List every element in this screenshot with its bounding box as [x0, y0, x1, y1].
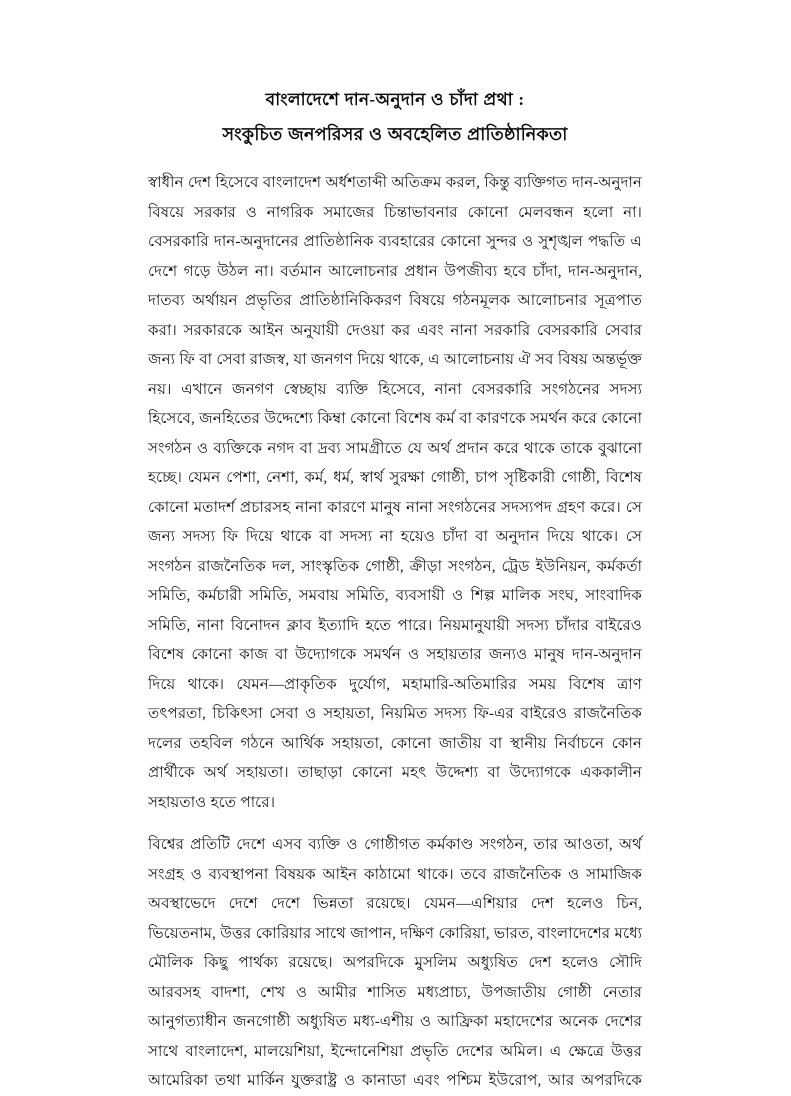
- title-line-1: বাংলাদেশে দান-অনুদান ও চাঁদা প্রথা :: [265, 90, 525, 109]
- document-content-column: [148, 82, 642, 1096]
- body-paragraph-1: স্বাধীন দেশ হিসেবে বাংলাদেশ অর্ধশতাব্দী অতিক্রম করল, কিন্তু ব্যক্তিগত দান-অনুদান বিষয়ে সরকার ও নাগরিক সমাজের চিন্তাভাবনার কোনো মেলবন্ধন হলো না। বেসরকারি দান-অনুদানের প্রাতিষ্ঠানিক ব্যবহারের কোনো সুন্দর ও সুশৃঙ্খল পদ্ধতি এ দেশে গড়ে উঠল না। বর্তমান আলোচনার প্রধান উপজীব্য হবে চাঁদা, দান-অনুদান, দাতব্য অর্থায়ন প্রভৃতির প্রাতিষ্ঠানিকিকরণ বিষয়ে গঠনমূলক আলোচনার সূত্রপাত করা। সরকারকে আইন অনুযায়ী দেওয়া কর এবং নানা সরকারি বেসরকারি সেবার জন্য ফি বা সেবা রাজস্ব, যা জনগণ দিয়ে থাকে, এ আলোচনায় ঐ সব বিষয় অন্তর্ভূক্ত নয়। এখানে জনগণ স্বেচ্ছায় ব্যক্তি হিসেবে, নানা বেসরকারি সংগঠনের সদস্য হিসেবে, জনহিতের উদ্দেশ্যে কিম্বা কোনো বিশেষ কর্ম বা কারণকে সমর্থন করে কোনো সংগঠন ও ব্যক্তিকে নগদ বা দ্রব্য সামগ্রীতে যে অর্থ প্রদান করে থাকে তাকে বুঝানো হচ্ছে। যেমন পেশা, নেশা, কর্ম, ধর্ম, স্বার্থ সুরক্ষা গোষ্ঠী, চাপ সৃষ্টিকারী গোষ্ঠী, বিশেষ কোনো মতাদর্শ প্রচারসহ নানা কারণে মানুষ নানা সংগঠনের সদস্যপদ গ্রহণ করে। সে জন্য সদস্য ফি দিয়ে থাকে বা সদস্য না হয়েও চাঁদা বা অনুদান দিয়ে থাকে। সে সংগঠন রাজনৈতিক দল, সাংস্কৃতিক গোষ্ঠী, ক্রীড়া সংগঠন, ট্রেড ইউনিয়ন, কর্মকর্তা সমিতি, কর্মচারী সমিতি, সমবায় সমিতি, ব্যবসায়ী ও শিল্প মালিক সংঘ, সাংবাদিক সমিতি, নানা বিনোদন ক্লাব ইত্যাদি হতে পারে। নিয়মানুযায়ী সদস্য চাঁদার বাইরেও বিশেষ কোনো কাজ বা উদ্যোগকে সমর্থন ও সহায়তার জন্যও মানুষ দান-অনুদান দিয়ে থাকে। যেমন—প্রাকৃতিক দুর্যোগ, মহামারি-অতিমারির সময় বিশেষ ত্রাণ তৎপরতা, চিকিৎসা সেবা ও সহায়তা, নিয়মিত সদস্য ফি-এর বাইরেও রাজনৈতিক দলের তহবিল গঠনে আর্থিক সহায়তা, কোনো জাতীয় বা স্থানীয় নির্বাচনে কোন প্রার্থীকে অর্থ সহায়তা। তাছাড়া কোনো মহৎ উদ্দেশ্য বা উদ্যোগকে এককালীন সহায়তাও হতে পারে।: [148, 174, 642, 811]
- page-title: [148, 82, 642, 152]
- title-line-2: সংকুচিত জনপরিসর ও অবহেলিত প্রাতিষ্ঠানিকতা: [222, 124, 568, 144]
- body-paragraph-2: বিশ্বের প্রতিটি দেশে এসব ব্যক্তি ও গোষ্ঠীগত কর্মকাণ্ড সংগঠন, তার আওতা, অর্থ সংগ্রহ ও ব্যবস্থাপনা বিষয়ক আইন কাঠামো থাকে। তবে রাজনৈতিক ও সামাজিক অবস্থাভেদে দেশে দেশে ভিন্নতা রয়েছে। যেমন—এশিয়ার দেশ হলেও চিন, ভিয়েতনাম, উত্তর কোরিয়ার সাথে জাপান, দক্ষিণ কোরিয়া, ভারত, বাংলাদেশের মধ্যে মৌলিক কিছু পার্থক্য রয়েছে। অপরদিকে মুসলিম অধ্যুষিত দেশ হলেও সৌদি আরবসহ বাদশা, শেখ ও আমীর শাসিত মধ্যপ্রাচ্য, উপজাতীয় গোষ্ঠী নেতার আনুগত্যাধীন জনগোষ্ঠী অধ্যুষিত মধ্য-এশীয় ও আফ্রিকা মহাদেশের অনেক দেশের সাথে বাংলাদেশ, মালয়েশিয়া, ইন্দোনেশিয়া প্রভৃতি দেশের অমিল। এ ক্ষেত্রে উত্তর আমেরিকা তথা মার্কিন যুক্তরাষ্ট্র ও কানাডা এবং পশ্চিম ইউরোপ, আর অপরদিকে: [148, 836, 642, 1089]
